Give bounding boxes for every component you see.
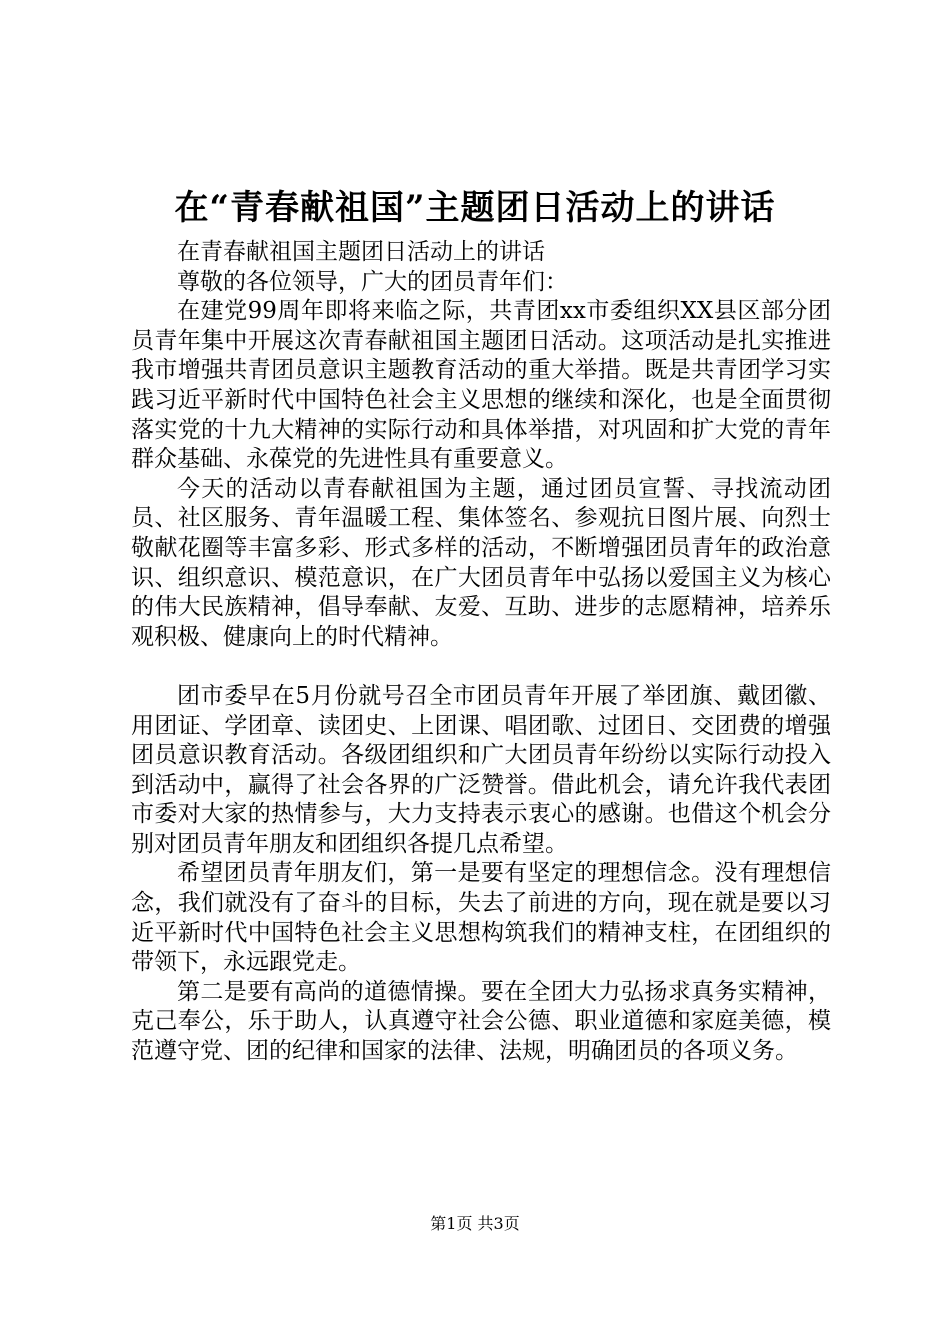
document-body (131, 238, 831, 1067)
body-paragraph: 第二是要有高尚的道德情操。要在全团大力弘扬求真务实精神，克己奉公，乐于助人，认真遵守社会公德、职业道德和家庭美德，模范遵守党、团的纪律和国家的法律、法规，明确团员的各项义务。 (131, 978, 831, 1065)
body-paragraph: 今天的活动以青春献祖国为主题，通过团员宣誓、寻找流动团员、社区服务、青年温暖工程、集体签名、参观抗日图片展、向烈士敬献花圈等丰富多彩、形式多样的活动，不断增强团员青年的政治意识、组织意识、模范意识，在广大团员青年中弘扬以爱国主义为核心的伟大民族精神，倡导奉献、友爱、互助、进步的志愿精神，培养乐观积极、健康向上的时代精神。 (131, 475, 831, 650)
page-number-footer: 第1页 共3页 (430, 1214, 520, 1233)
body-paragraph: 团市委早在5月份就号召全市团员青年开展了举团旗、戴团徽、用团证、学团章、读团史、上团课、唱团歌、过团日、交团费的增强团员意识教育活动。各级团组织和广大团员青年纷纷以实际行动投入到活动中，赢得了社会各界的广泛赞誉。借此机会，请允许我代表团市委对大家的热情参与，大力支持表示衷心的感谢。也借这个机会分别对团员青年朋友和团组织各提几点希望。 (131, 682, 831, 857)
document-title: 在“青春献祖国”主题团日活动上的讲话 (174, 188, 776, 228)
body-paragraph: 在建党99周年即将来临之际，共青团xx市委组织XX县区部分团员青年集中开展这次青春献祖国主题团日活动。这项活动是扎实推进我市增强共青团员意识主题教育活动的重大举措。既是共青团学习实践习近平新时代中国特色社会主义思想的继续和深化，也是全面贯彻落实党的十九大精神的实际行动和具体举措，对巩固和扩大党的青年群众基础、永葆党的先进性具有重要意义。 (131, 298, 831, 473)
subtitle-paragraph: 在青春献祖国主题团日活动上的讲话 (177, 239, 545, 265)
body-paragraph: 希望团员青年朋友们，第一是要有坚定的理想信念。没有理想信念，我们就没有了奋斗的目标，失去了前进的方向，现在就是要以习近平新时代中国特色社会主义思想构筑我们的精神支柱，在团组织的带领下，永远跟党走。 (131, 860, 831, 976)
salutation-paragraph: 尊敬的各位领导，广大的团员青年们： (177, 268, 568, 295)
